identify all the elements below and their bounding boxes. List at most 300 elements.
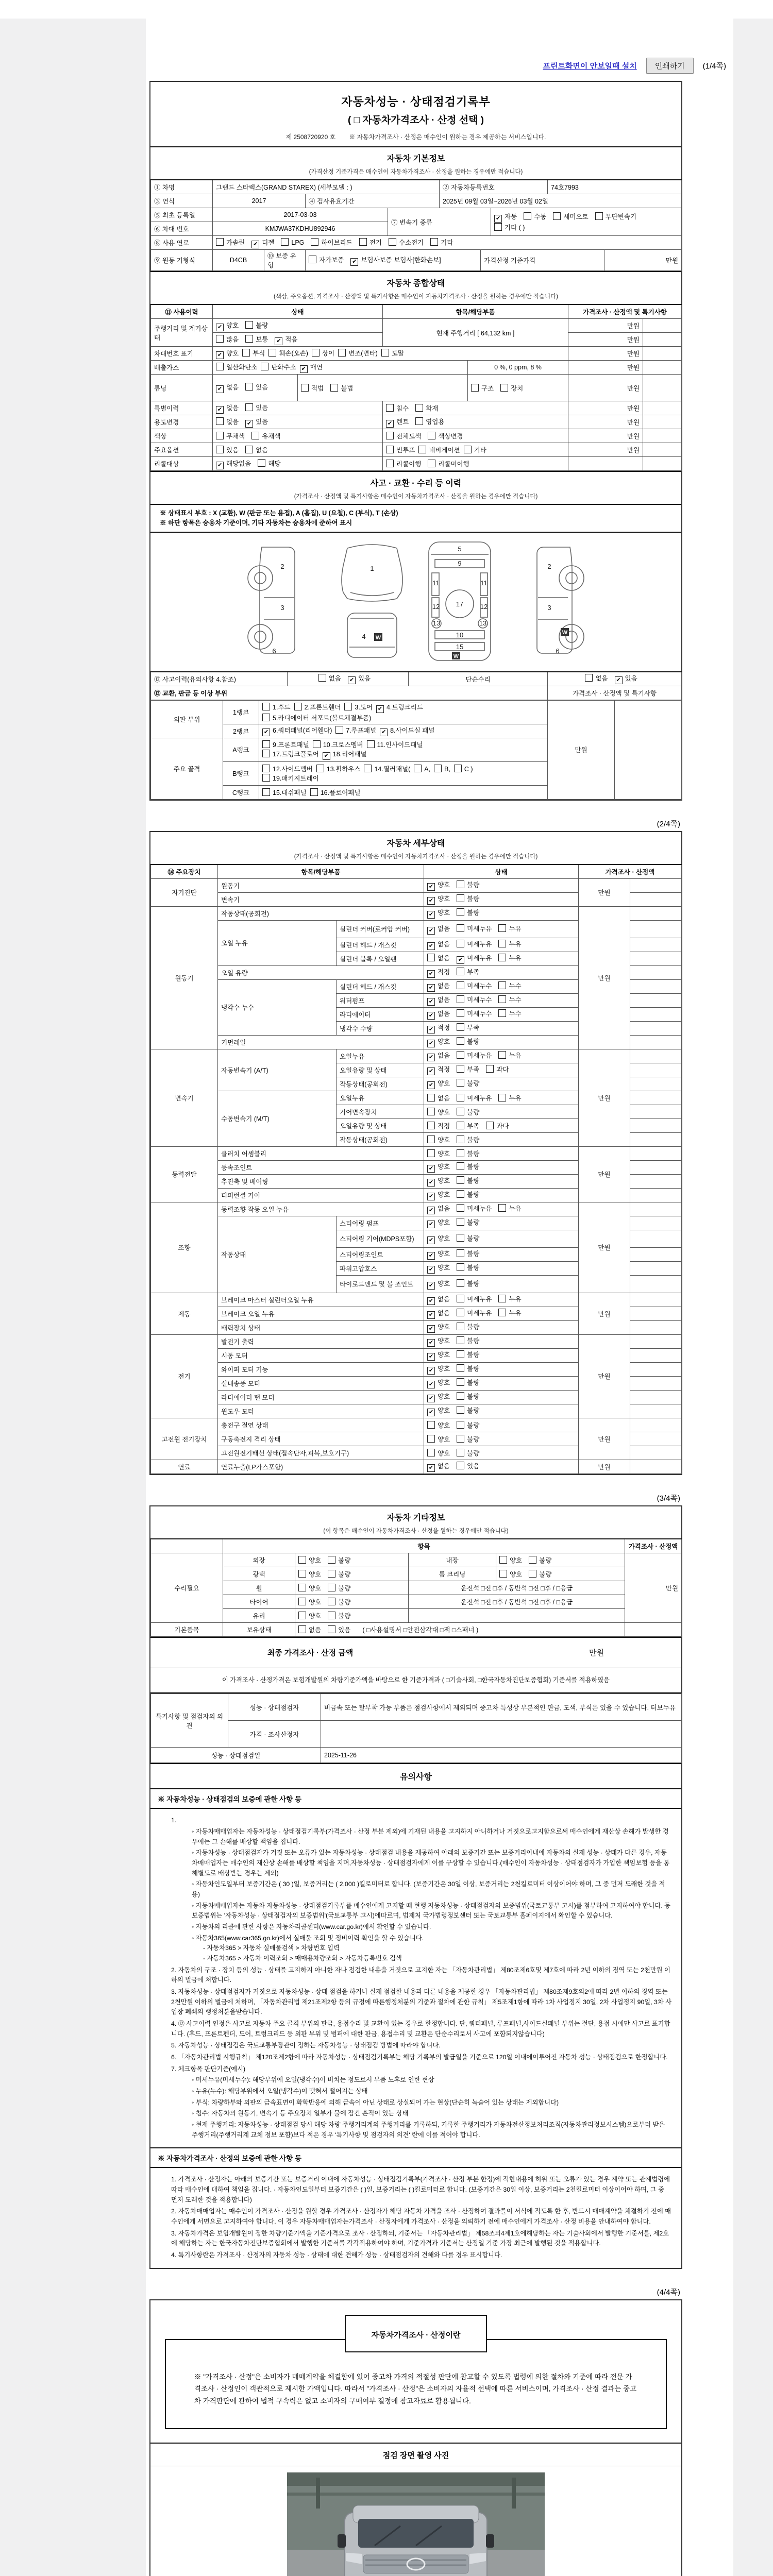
check-option bbox=[364, 764, 410, 773]
checkbox-unchecked-icon[interactable] bbox=[529, 1556, 536, 1564]
checkbox-checked-icon[interactable] bbox=[251, 241, 259, 248]
page-indicator-3: (3/4쪽) bbox=[657, 1494, 680, 1503]
checkbox-unchecked-icon[interactable] bbox=[427, 954, 435, 961]
print-button[interactable]: 인쇄하기 bbox=[646, 58, 694, 74]
checkbox-checked-icon[interactable] bbox=[457, 956, 464, 964]
checkbox-unchecked-icon[interactable] bbox=[245, 446, 253, 453]
overall-condition-table: ⑪ 사용이력 상태 항목/해당부품 가격조사 · 산정액 및 특기사항 주행거리 및 계기상태 ✔양호 불량 현재 주행거리 [ 64,132 km ] 만원 많음 보통 ✔ 적음 만원 차대번호 표기 ✔ 양호 부식 훼손(오손) 상이 변조(변타) 도말 만원 배출가스 일산화탄소 탄화수소 ✔ 매연 0 %, 0 ppm, 8 % 만원 튜닝 ✔ 없음 있음 적법 불법 구조 장치 만원 특별이력 ✔ 없음 있음 침수 화재 만원 용도변경 없음 ✔ 있음 ✔ 렌트 영업용 만원 색상 무채색 유채색 전체도색 색상변경 만원 주요옵션 있음 없음 썬루프 네비게이션 기타 만원 리콜대상 ✔ 해당없음 해당 리콜이행 리콜미이행 bbox=[150, 304, 682, 471]
check-option bbox=[262, 713, 371, 722]
checkbox-unchecked-icon[interactable] bbox=[457, 1009, 464, 1017]
checkbox-unchecked-icon[interactable] bbox=[471, 384, 479, 392]
check-option bbox=[245, 403, 268, 412]
checkbox-unchecked-icon[interactable] bbox=[262, 740, 270, 748]
check-option-label: 상이 bbox=[322, 349, 335, 357]
check-option-label: 없음 bbox=[438, 941, 450, 948]
check-option-label: 누유 bbox=[509, 1052, 522, 1059]
checkbox-checked-icon[interactable] bbox=[427, 1266, 435, 1274]
checkbox-unchecked-icon[interactable] bbox=[457, 1279, 464, 1287]
checkbox-unchecked-icon[interactable] bbox=[216, 417, 224, 425]
checkbox-unchecked-icon[interactable] bbox=[499, 1570, 507, 1578]
checkbox-unchecked-icon[interactable] bbox=[328, 1598, 335, 1605]
check-option bbox=[251, 431, 280, 440]
checkbox-checked-icon[interactable] bbox=[427, 1252, 435, 1260]
checkbox-unchecked-icon[interactable] bbox=[457, 1136, 464, 1143]
checkbox-unchecked-icon[interactable] bbox=[464, 446, 472, 453]
check-option-label: 누유 bbox=[509, 1094, 522, 1102]
checkbox-checked-icon[interactable] bbox=[245, 420, 253, 428]
checkbox-checked-icon[interactable] bbox=[323, 752, 330, 760]
inspection-date: 2025-11-26 bbox=[321, 1748, 682, 1763]
checkbox-unchecked-icon[interactable] bbox=[268, 349, 276, 357]
checkbox-unchecked-icon[interactable] bbox=[294, 703, 302, 710]
check-option bbox=[328, 1597, 350, 1606]
checkbox-unchecked-icon[interactable] bbox=[529, 1570, 536, 1578]
checkbox-checked-icon[interactable] bbox=[427, 1395, 435, 1402]
checkbox-checked-icon[interactable] bbox=[427, 1325, 435, 1333]
check-option-label: 있음 bbox=[625, 675, 637, 682]
fuel-type bbox=[213, 236, 682, 250]
checkbox-checked-icon[interactable] bbox=[427, 1081, 435, 1089]
checkbox-unchecked-icon[interactable] bbox=[316, 765, 324, 772]
registration-number: 74호7993 bbox=[548, 180, 682, 194]
panel-number-label: 1 bbox=[370, 564, 374, 572]
check-option-label: 누유 bbox=[509, 941, 522, 948]
check-option-label: 탄화수소 bbox=[271, 363, 296, 371]
checkbox-unchecked-icon[interactable] bbox=[457, 1079, 464, 1087]
check-option-label: 미세누유 bbox=[467, 1296, 492, 1303]
check-option bbox=[430, 238, 453, 247]
checkbox-unchecked-icon[interactable] bbox=[258, 459, 265, 467]
checkbox-unchecked-icon[interactable] bbox=[335, 726, 343, 734]
checkbox-checked-icon[interactable] bbox=[427, 911, 435, 919]
checkbox-unchecked-icon[interactable] bbox=[427, 1108, 435, 1115]
checkbox-checked-icon[interactable] bbox=[427, 1193, 435, 1200]
check-option bbox=[457, 1217, 479, 1227]
checkbox-unchecked-icon[interactable] bbox=[427, 1122, 435, 1129]
checkbox-unchecked-icon[interactable] bbox=[386, 460, 394, 467]
check-option-label: 적정 bbox=[438, 1122, 450, 1130]
checkbox-unchecked-icon[interactable] bbox=[428, 460, 435, 467]
check-option bbox=[457, 981, 492, 990]
checkbox-checked-icon[interactable] bbox=[380, 728, 388, 736]
checkbox-checked-icon[interactable] bbox=[427, 927, 435, 935]
checkbox-checked-icon[interactable] bbox=[386, 420, 394, 428]
checkbox-unchecked-icon[interactable] bbox=[498, 924, 506, 932]
checkbox-unchecked-icon[interactable] bbox=[427, 1435, 435, 1443]
panel-rank-table: 외판 부위 1랭크 1.후드 2.프론트휀더 3.도어 ✔ 4.트렁크리드 5.라디에이터 서포트(볼트체결부품) 만원 2랭크 ✔ 6.쿼터패널(리어휀다) 7.루프패널 ✔ 8.사이드실 패널 주요 골격 A랭크 9.프론트패널 10.크로스멤버 11.인사이드패널 17.트렁크플로어 ✔ 18.리어패널 B랭크 12.사이드멤버 13.휠하우스 14.필러패널( A, B, C ) 19.패키지트레이 C랭크 15.대쉬패널 16.플로어패널 bbox=[150, 700, 682, 800]
checkbox-unchecked-icon[interactable] bbox=[498, 1309, 506, 1316]
checkbox-unchecked-icon[interactable] bbox=[245, 403, 253, 411]
checkbox-checked-icon[interactable] bbox=[427, 1012, 435, 1020]
checkbox-unchecked-icon[interactable] bbox=[262, 750, 270, 757]
check-option-label: 불량 bbox=[467, 1351, 480, 1359]
checkbox-checked-icon[interactable] bbox=[427, 970, 435, 978]
checkbox-unchecked-icon[interactable] bbox=[386, 432, 394, 439]
checkbox-checked-icon[interactable] bbox=[348, 676, 356, 684]
check-option bbox=[216, 348, 239, 359]
checkbox-unchecked-icon[interactable] bbox=[415, 404, 423, 412]
checkbox-checked-icon[interactable] bbox=[216, 324, 224, 331]
check-option-label: 부족 bbox=[467, 1122, 480, 1130]
checkbox-unchecked-icon[interactable] bbox=[242, 349, 250, 357]
checkbox-unchecked-icon[interactable] bbox=[457, 1449, 464, 1456]
checkbox-checked-icon[interactable] bbox=[376, 705, 384, 713]
checkbox-unchecked-icon[interactable] bbox=[457, 1249, 464, 1257]
check-option bbox=[427, 1308, 450, 1319]
weld-mark-label: W bbox=[375, 634, 381, 641]
checkbox-unchecked-icon[interactable] bbox=[427, 1449, 435, 1456]
check-option bbox=[427, 1064, 450, 1075]
checkbox-unchecked-icon[interactable] bbox=[298, 1612, 306, 1619]
check-option-label: 양호 bbox=[309, 1556, 322, 1564]
check-option bbox=[498, 1294, 521, 1303]
check-option bbox=[427, 1448, 450, 1458]
panel-number-label: 2 bbox=[280, 562, 284, 570]
checkbox-unchecked-icon[interactable] bbox=[457, 1122, 464, 1129]
checkbox-unchecked-icon[interactable] bbox=[524, 212, 531, 220]
note-item: 2. 자동차매매업자는 매수인이 가격조사 · 산정을 원할 경우 가격조사 · 산정자가 해당 자동차 가격을 조사 · 산정하여 결과를이 서식에 적도록 한 후, 반드시 매매계약을 체결하기 전에 매수인에게 서면으로 고지하여야 합니다. 이 경우 자동차매매업자는가격조사 · 산정자에게 가격조사 · 산정을 의뢰하기 전에 매수인에게 가격조사 · 산정 비용을 안내하여야 합니다. bbox=[171, 2208, 671, 2226]
check-option bbox=[457, 924, 492, 933]
checkbox-checked-icon[interactable] bbox=[427, 1297, 435, 1305]
page-indicator-2: (2/4쪽) bbox=[657, 819, 680, 828]
checkbox-unchecked-icon[interactable] bbox=[418, 446, 426, 453]
checkbox-unchecked-icon[interactable] bbox=[585, 674, 593, 682]
checkbox-checked-icon[interactable] bbox=[427, 1054, 435, 1061]
checkbox-unchecked-icon[interactable] bbox=[486, 1065, 494, 1073]
check-option bbox=[457, 1037, 479, 1046]
checkbox-unchecked-icon[interactable] bbox=[328, 1556, 335, 1564]
checkbox-checked-icon[interactable] bbox=[350, 258, 358, 266]
checkbox-checked-icon[interactable] bbox=[216, 351, 224, 359]
checkbox-unchecked-icon[interactable] bbox=[457, 908, 464, 916]
checkbox-unchecked-icon[interactable] bbox=[457, 924, 464, 932]
checkbox-checked-icon[interactable] bbox=[427, 1221, 435, 1228]
checkbox-checked-icon[interactable] bbox=[427, 1409, 435, 1416]
checkbox-unchecked-icon[interactable] bbox=[454, 765, 462, 772]
checkbox-unchecked-icon[interactable] bbox=[367, 740, 375, 748]
checkbox-unchecked-icon[interactable] bbox=[457, 1065, 464, 1073]
check-option bbox=[457, 1364, 479, 1373]
checkbox-unchecked-icon[interactable] bbox=[457, 1190, 464, 1198]
check-option bbox=[328, 1555, 350, 1565]
note-item: 7. 체크항목 판단기준(예시) bbox=[171, 2065, 246, 2073]
checkbox-unchecked-icon[interactable] bbox=[261, 363, 268, 370]
checkbox-checked-icon[interactable] bbox=[427, 1311, 435, 1319]
print-helper-link[interactable]: 프린트화면이 안보일때 설치 bbox=[543, 62, 637, 71]
checkbox-checked-icon[interactable] bbox=[216, 385, 224, 393]
checkbox-unchecked-icon[interactable] bbox=[216, 335, 224, 343]
checkbox-unchecked-icon[interactable] bbox=[427, 1421, 435, 1429]
checkbox-unchecked-icon[interactable] bbox=[457, 1176, 464, 1184]
checkbox-unchecked-icon[interactable] bbox=[457, 1162, 464, 1170]
checkbox-unchecked-icon[interactable] bbox=[457, 1350, 464, 1358]
checkbox-unchecked-icon[interactable] bbox=[245, 321, 253, 329]
checkbox-checked-icon[interactable] bbox=[427, 1381, 435, 1388]
checkbox-unchecked-icon[interactable] bbox=[216, 446, 224, 453]
note-item: 3. 자동차성능 · 상태점검자가 거짓으로 자동차성능 · 상태 점검을 하거나 실제 점검한 내용과 다른 내용을 제공한 경우 「자동차관리법」 제80조제9호의2에 따라 2년 이하의 징역 또는 2천만원 이하의 벌금에 처하며, 「자동차관리법 제21조제2항 등의 규정에 따른행정처분의 기준과 절차에 관한 규칙」 제5조제1항에 따라 1차 사업정지 30일, 2차 사업정지 90일, 3차 사업장 폐쇄의 행정처분을받습니다. bbox=[171, 1988, 672, 2016]
check-option bbox=[457, 908, 479, 917]
checkbox-unchecked-icon[interactable] bbox=[498, 995, 506, 1003]
checkbox-unchecked-icon[interactable] bbox=[298, 1570, 306, 1578]
checkbox-unchecked-icon[interactable] bbox=[457, 1094, 464, 1101]
checkbox-unchecked-icon[interactable] bbox=[457, 995, 464, 1003]
checkbox-checked-icon[interactable] bbox=[427, 984, 435, 992]
checkbox-unchecked-icon[interactable] bbox=[262, 774, 270, 782]
panel-number-label: 3 bbox=[547, 603, 551, 612]
checkbox-checked-icon[interactable] bbox=[427, 1282, 435, 1290]
check-option-label: 적법 bbox=[311, 384, 324, 392]
check-option-label: 19.패키지트레이 bbox=[273, 775, 319, 782]
checkbox-unchecked-icon[interactable] bbox=[498, 981, 506, 989]
checkbox-unchecked-icon[interactable] bbox=[457, 968, 464, 975]
checkbox-checked-icon[interactable] bbox=[300, 365, 308, 373]
checkbox-unchecked-icon[interactable] bbox=[486, 1122, 494, 1129]
checkbox-unchecked-icon[interactable] bbox=[457, 1263, 464, 1271]
checkbox-unchecked-icon[interactable] bbox=[457, 1051, 464, 1059]
checkbox-unchecked-icon[interactable] bbox=[427, 1094, 435, 1101]
check-option-label: 수소전기 bbox=[398, 239, 424, 246]
checkbox-unchecked-icon[interactable] bbox=[415, 417, 423, 425]
warranty-type bbox=[306, 250, 481, 271]
checkbox-checked-icon[interactable] bbox=[427, 1179, 435, 1187]
checkbox-unchecked-icon[interactable] bbox=[313, 740, 321, 748]
checkbox-unchecked-icon[interactable] bbox=[457, 880, 464, 888]
checkbox-unchecked-icon[interactable] bbox=[298, 1598, 306, 1605]
page-1 bbox=[149, 81, 682, 801]
checkbox-unchecked-icon[interactable] bbox=[457, 1204, 464, 1212]
checkbox-unchecked-icon[interactable] bbox=[389, 238, 396, 246]
check-option-label: 양호 bbox=[438, 1108, 450, 1116]
check-option-label: 양호 bbox=[309, 1584, 322, 1592]
checkbox-unchecked-icon[interactable] bbox=[457, 1234, 464, 1242]
check-option bbox=[328, 1611, 350, 1620]
checkbox-unchecked-icon[interactable] bbox=[281, 238, 289, 246]
check-option bbox=[216, 382, 239, 393]
checkbox-unchecked-icon[interactable] bbox=[262, 788, 270, 796]
inspection-valid-period: 2025년 09월 03일~2026년 03월 02일 bbox=[440, 194, 682, 208]
check-option-label: 양호 bbox=[438, 1163, 450, 1171]
checkbox-checked-icon[interactable] bbox=[427, 942, 435, 950]
check-option bbox=[427, 995, 450, 1006]
checkbox-unchecked-icon[interactable] bbox=[427, 1149, 435, 1157]
checkbox-unchecked-icon[interactable] bbox=[498, 940, 506, 947]
check-option bbox=[454, 765, 473, 773]
checkbox-unchecked-icon[interactable] bbox=[457, 1149, 464, 1157]
checkbox-unchecked-icon[interactable] bbox=[216, 432, 224, 439]
check-option-label: 없음 bbox=[438, 1296, 450, 1303]
check-option-label: 디젤 bbox=[262, 239, 275, 246]
checkbox-unchecked-icon[interactable] bbox=[328, 1612, 335, 1619]
checkbox-checked-icon[interactable] bbox=[427, 1339, 435, 1347]
checkbox-unchecked-icon[interactable] bbox=[595, 212, 603, 220]
check-option-label: 9.프론트패널 bbox=[273, 741, 309, 749]
document-note: ※ 자동차가격조사 · 산정은 매수인이 원하는 경우 제공하는 서비스입니다. bbox=[349, 133, 546, 141]
accident-flag-table: ⑫ 사고이력(유의사항 4.참조) 없음 ✔ 있음 단순수리 없음 ✔ 있음 ⑬ 교환, 판금 등 이상 부위 가격조사 · 산정액 및 특기사항 bbox=[150, 671, 682, 700]
checkbox-checked-icon[interactable] bbox=[275, 337, 282, 345]
checkbox-checked-icon[interactable] bbox=[427, 1067, 435, 1075]
checkbox-unchecked-icon[interactable] bbox=[457, 1218, 464, 1226]
check-option-label: 불량 bbox=[467, 1250, 480, 1258]
check-option-label: 미세누유 bbox=[467, 1094, 492, 1102]
checkbox-unchecked-icon[interactable] bbox=[386, 446, 394, 453]
checkbox-unchecked-icon[interactable] bbox=[457, 894, 464, 902]
checkbox-checked-icon[interactable] bbox=[427, 1236, 435, 1244]
note-item: ◦ 미세누유(미세누수): 해당부위에 오일(냉각수)이 비치는 정도로서 부품 노후로 인한 현상 bbox=[192, 2076, 434, 2084]
checkbox-unchecked-icon[interactable] bbox=[414, 765, 422, 772]
checkbox-checked-icon[interactable] bbox=[427, 1026, 435, 1033]
checkbox-checked-icon[interactable] bbox=[427, 1040, 435, 1047]
checkbox-checked-icon[interactable] bbox=[216, 462, 224, 469]
checkbox-unchecked-icon[interactable] bbox=[298, 1625, 306, 1633]
check-option bbox=[298, 1555, 321, 1565]
check-option bbox=[386, 431, 421, 440]
check-option-label: 10.크로스멤버 bbox=[323, 741, 363, 749]
checkbox-unchecked-icon[interactable] bbox=[251, 432, 259, 439]
checkbox-unchecked-icon[interactable] bbox=[311, 238, 318, 246]
check-option-label: 있음 bbox=[467, 1463, 480, 1470]
check-option bbox=[245, 445, 268, 454]
checkbox-unchecked-icon[interactable] bbox=[553, 212, 561, 220]
top-strip bbox=[0, 0, 773, 19]
check-option-label: 미세누유 bbox=[467, 925, 492, 933]
check-option-label: 무채색 bbox=[226, 433, 245, 440]
check-option-label: 불량 bbox=[467, 1379, 480, 1386]
check-option-label: 변조(변타) bbox=[348, 349, 378, 357]
checkbox-unchecked-icon[interactable] bbox=[310, 788, 318, 796]
checkbox-unchecked-icon[interactable] bbox=[457, 1336, 464, 1344]
checkbox-unchecked-icon[interactable] bbox=[499, 1556, 507, 1564]
checkbox-unchecked-icon[interactable] bbox=[298, 1556, 306, 1564]
checkbox-unchecked-icon[interactable] bbox=[500, 384, 508, 392]
checkbox-unchecked-icon[interactable] bbox=[245, 335, 253, 343]
checkbox-checked-icon[interactable] bbox=[427, 897, 435, 905]
checkbox-unchecked-icon[interactable] bbox=[498, 954, 506, 961]
checkbox-unchecked-icon[interactable] bbox=[262, 714, 270, 721]
checkbox-unchecked-icon[interactable] bbox=[434, 765, 442, 772]
check-option bbox=[275, 334, 297, 345]
panel-number-label: 4 bbox=[362, 632, 366, 640]
check-option bbox=[457, 1149, 479, 1158]
checkbox-unchecked-icon[interactable] bbox=[457, 1406, 464, 1414]
checkbox-unchecked-icon[interactable] bbox=[457, 1037, 464, 1045]
checkbox-unchecked-icon[interactable] bbox=[318, 674, 326, 682]
checkbox-unchecked-icon[interactable] bbox=[457, 1023, 464, 1031]
checkbox-unchecked-icon[interactable] bbox=[457, 1108, 464, 1115]
check-option bbox=[427, 924, 450, 935]
check-option-label: 미세누유 bbox=[467, 941, 492, 948]
checkbox-unchecked-icon[interactable] bbox=[328, 1625, 335, 1633]
check-option-label: 있음 bbox=[338, 1626, 351, 1634]
check-option-label: 미세누수 bbox=[467, 982, 492, 990]
checkbox-checked-icon[interactable] bbox=[427, 1353, 435, 1361]
checkbox-unchecked-icon[interactable] bbox=[457, 1462, 464, 1469]
checkbox-checked-icon[interactable] bbox=[427, 998, 435, 1006]
checkbox-unchecked-icon[interactable] bbox=[494, 223, 502, 231]
check-option-label: 과다 bbox=[496, 1122, 509, 1130]
checkbox-checked-icon[interactable] bbox=[427, 883, 435, 891]
checkbox-checked-icon[interactable] bbox=[494, 215, 502, 223]
check-option-label: LPG bbox=[291, 239, 305, 246]
check-option-label: 양호 bbox=[438, 1365, 450, 1372]
check-option bbox=[427, 1420, 450, 1430]
inspector-opinion: 비금속 또는 탈부착 가능 부품은 점검사항에서 제외되며 중고차 특성상 부분적인 판금, 도색, 부식은 있을 수 있습니다. 터보누유 bbox=[321, 1694, 682, 1721]
check-option-label: 없음 bbox=[438, 1052, 450, 1059]
checkbox-checked-icon[interactable] bbox=[427, 1464, 435, 1472]
checkbox-unchecked-icon[interactable] bbox=[359, 238, 367, 246]
checkbox-unchecked-icon[interactable] bbox=[498, 1051, 506, 1059]
checkbox-unchecked-icon[interactable] bbox=[328, 1584, 335, 1591]
checkbox-unchecked-icon[interactable] bbox=[457, 981, 464, 989]
checkbox-unchecked-icon[interactable] bbox=[457, 1364, 464, 1372]
checkbox-unchecked-icon[interactable] bbox=[309, 256, 316, 263]
checkbox-unchecked-icon[interactable] bbox=[498, 1094, 506, 1101]
checkbox-unchecked-icon[interactable] bbox=[457, 1295, 464, 1302]
check-option-label: 양호 bbox=[226, 321, 239, 329]
checkbox-checked-icon[interactable] bbox=[262, 728, 270, 736]
checkbox-unchecked-icon[interactable] bbox=[364, 765, 372, 772]
check-option-label: 없음 bbox=[328, 675, 341, 682]
photo-section-title: 점검 장면 촬영 사진 bbox=[150, 2443, 681, 2466]
check-option-label: 7.루프패널 bbox=[346, 727, 377, 734]
checkbox-unchecked-icon[interactable] bbox=[245, 383, 253, 391]
weld-mark-label: W bbox=[453, 653, 459, 659]
note-item: ◦ 자동차의 리콜에 관한 사항은 자동차리콜센터(www.car.go.kr)에서 확인할 수 있습니다. bbox=[192, 1923, 431, 1930]
checkbox-unchecked-icon[interactable] bbox=[216, 363, 224, 370]
checkbox-unchecked-icon[interactable] bbox=[262, 765, 270, 772]
checkbox-unchecked-icon[interactable] bbox=[457, 1378, 464, 1386]
check-option-label: 있음 bbox=[358, 675, 371, 682]
checkbox-checked-icon[interactable] bbox=[427, 1165, 435, 1173]
checkbox-unchecked-icon[interactable] bbox=[457, 1309, 464, 1316]
checkbox-checked-icon[interactable] bbox=[216, 406, 224, 414]
checkbox-checked-icon[interactable] bbox=[615, 676, 623, 684]
checkbox-unchecked-icon[interactable] bbox=[330, 384, 338, 392]
check-option-label: 매연 bbox=[310, 363, 323, 371]
checkbox-unchecked-icon[interactable] bbox=[430, 238, 438, 246]
note-item: 4. ⑫ 사고이력 인정은 사고로 자동차 주요 골격 부위의 판금, 용접수리 및 교환이 있는 경우로 한정합니다. 단, 쿼터패널, 루프패널,사이드실패널 부위는 절단, 용접 시에만 사고로 표기합니다. (후드, 프론트펜더, 도어, 트렁크리드 등 외판 부위 및 범퍼에 대한 판금, 용접수리 및 교환은 단순수리로서 사고에 포함되지않습니다) bbox=[171, 2020, 670, 2038]
checkbox-unchecked-icon[interactable] bbox=[298, 1584, 306, 1591]
checkbox-unchecked-icon[interactable] bbox=[457, 940, 464, 947]
checkbox-unchecked-icon[interactable] bbox=[301, 384, 309, 392]
checkbox-checked-icon[interactable] bbox=[427, 1207, 435, 1214]
checkbox-unchecked-icon[interactable] bbox=[427, 1136, 435, 1143]
checkbox-checked-icon[interactable] bbox=[427, 1367, 435, 1375]
checkbox-unchecked-icon[interactable] bbox=[328, 1570, 335, 1578]
checkbox-unchecked-icon[interactable] bbox=[498, 1204, 506, 1212]
note-item: ◦ 부식: 차량하부와 외판의 금속표면이 화학반응에 의해 금속이 아닌 상태로 상실되어 가는 현상(단순히 녹슬어 있는 상태는 제외합니다) bbox=[192, 2098, 559, 2106]
checkbox-unchecked-icon[interactable] bbox=[457, 1392, 464, 1400]
checkbox-unchecked-icon[interactable] bbox=[338, 349, 346, 357]
checkbox-unchecked-icon[interactable] bbox=[498, 1295, 506, 1302]
checkbox-unchecked-icon[interactable] bbox=[262, 703, 270, 710]
checkbox-unchecked-icon[interactable] bbox=[428, 432, 435, 439]
checkbox-unchecked-icon[interactable] bbox=[457, 1421, 464, 1429]
checkbox-unchecked-icon[interactable] bbox=[216, 238, 224, 246]
check-option bbox=[457, 1078, 479, 1088]
check-option-label: 없음 bbox=[438, 1094, 450, 1102]
checkbox-unchecked-icon[interactable] bbox=[498, 1009, 506, 1017]
check-option-label: 있음 bbox=[226, 447, 239, 454]
notes-heading: 유의사항 bbox=[150, 1763, 681, 1789]
checkbox-unchecked-icon[interactable] bbox=[381, 349, 389, 357]
checkbox-unchecked-icon[interactable] bbox=[386, 404, 394, 412]
check-option-label: 누수 bbox=[509, 996, 522, 1004]
checkbox-unchecked-icon[interactable] bbox=[457, 1323, 464, 1330]
checkbox-unchecked-icon[interactable] bbox=[312, 349, 320, 357]
check-option bbox=[427, 1009, 450, 1020]
checkbox-unchecked-icon[interactable] bbox=[344, 703, 352, 710]
checkbox-unchecked-icon[interactable] bbox=[457, 1435, 464, 1443]
